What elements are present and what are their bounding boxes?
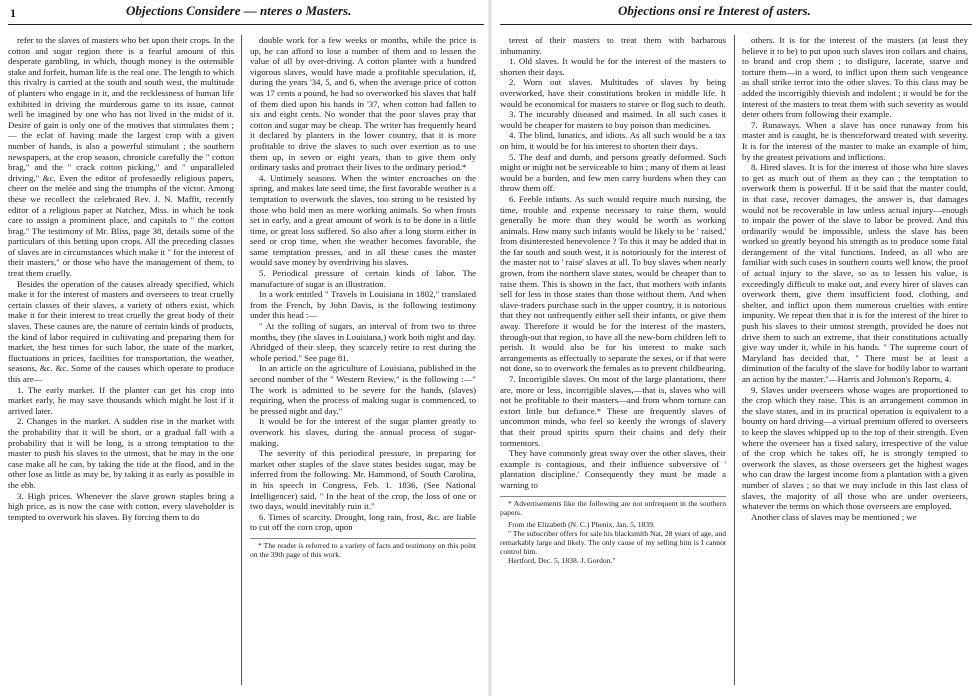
running-title-right: Objections onsi re Interest of asters.	[618, 3, 811, 18]
paragraph: refer to the slaves of masters who bet upon their crops. In the cotton and sugar region there is a fearful amount of this desperate gambling, in which, though money is the ostensible stake and forfeit, human life is the real one. The length to which this rivalry is carried at the south and south west, the multitude of planters who engage in it, and the recklessness of human life exhibited in driving the murderous game to its issue, cannot well be imagined by one who has not lived in the midst of it. Desire of gain is only one of the motives that stimulates them ;— the eclat of having made the largest crop with a given number of hands, is also a powerful stimulant ; the southern newspapers, at the crop season, chronicle carefully the " cotton brag," and the " crack cotton picking," and " unparalleled driving," &c. Even the editor of professedly religious papers, cheer on the melée and sing the triumphs of the victor. Among these we recollect the celebrated Rev. J. N. Maffit, recently editor of a religious paper at Natchez, Miss. in which he took care to assign a prominent place, and capitals to " the cotton brag." The testimony of Mr. Bliss, page 38, details some of the particulars of this betting upon crops. All the preceding classes of slaves are in circumstances which make it " for the interest of their masters," or those who have the management of them, to treat them cruelly.	[8, 35, 234, 279]
running-title-left: Objections Considere — nteres o Masters.	[126, 3, 352, 18]
right-column-2	[742, 35, 968, 687]
advertisement-line: From the Elizabeth (N. C.) Phenix, Jan. 5, 1839.	[508, 519, 655, 529]
paragraph: 4. Untimely seasons. When the winter encroaches on the spring, and makes late seed time, the first favorable weather is a temptation to overwork the slaves, too strong to be resisted by those who hold men as mere working animals. So when frosts set in early, and a great amount of work is to be done in a little time, or great loss suffered. So also after a long storm either in seed or crop time, when the weather becomes favorable, the same temptation presses, and in all these cases the master would save money by overdriving his slaves.	[250, 172, 476, 268]
header-rule	[8, 24, 484, 25]
paragraph: They have commonly great sway over the other slaves, their example is contagious, and their influence subversive of ' plantation discipline.' Consequently they must be made a warning to	[500, 448, 726, 490]
paragraph: others. It is for the interest of the masters (at least they believe it to be) to put upon such slaves iron collars and chains, to brand and crop them ; to disfigure, lacerate, starve and torture them—in a word, to inflict upon them such vengeance as shall strike terror into the other slaves. To this class may be added the incorrigibly thievish and indolent ; it would be for the interest of the masters to treat them with such severity as would deter others from following their example.	[742, 35, 968, 120]
page-number: 1	[10, 6, 16, 20]
footnote-text: * Advertisements like the following are not unfrequent in the southern papers.	[500, 498, 726, 517]
paragraph: The severity of this periodical pressure, in preparing for market other staples of the slave states besides sugar, may be inferred from the following. Mr. Hammond, of South Carolina, in his speech in Congress, Feb. 1. 1836, (See National Intelligencer) said, " In the heat of the crop, the loss of one or two days, would inevitably ruin it."	[250, 448, 476, 512]
advertisement-line: " The subscriber offers for sale his blacksmith Nat, 28 years of age, and remarkably large and likely. The only cause of my selling him is I cannot control him.	[500, 528, 726, 556]
footnote	[250, 538, 476, 559]
header-rule	[500, 24, 972, 25]
paragraph: Another class of slaves may be mentioned ; we	[751, 511, 917, 522]
paragraph: 5. Periodical pressure of certain kinds of labor. The manufacture of sugar is an illustration.	[250, 268, 476, 289]
paragraph: 2. Changes in the market. A sudden rise in the market with the probability that it will be short, or a gradual fall with a probability that it will be long, is a strong temptation to the master to push his slaves to the utmost, that he may in the one case make all he can, by taking the tide at the flood, and in the other lose as little as may be, by taking it as early as possible in the ebb.	[8, 416, 234, 490]
paragraph: 1. Old slaves. It would be for the interest of the masters to shorten their days.	[500, 56, 726, 77]
column-divider	[734, 35, 735, 685]
footnote-text: * The reader is referred to a variety of facts and testimony on this point on the 39th page of this work.	[250, 540, 476, 559]
paragraph: 6. Times of scarcity. Drought, long rain, frost, &c. are liable to cut off the corn crop, upon	[250, 511, 476, 533]
paragraph: 8. Hired slaves. It is for the interest of those who hire slaves to get as much out of them as they can ; the temptation to overwork them is powerful. If it be said that the master could, in that case, recover damages, the answer is, that damages would not be recoverable in law unless actual injury—enough to impair the power of the slave to labor be proved. And this ordinarily would be impossible, unless the slave has been worked so greatly beyond his strength as to produce some fatal derangement of the vital functions. Indeed, as all who are familiar with such cases in southern courts well know, the proof of actual injury to the slave, so as to lessen his value, is exceedingly difficult to make out, and every hirer of slaves can overwork them, give them insufficient food, clothing, and shelter, and inflict upon them numerous cruelties with entire impunity. We repeat then that it is for the interest of the hirer to push his slaves to their utmost strength, provided he does not drive them to such an extreme, that their constitutions actually give way under it, while in his hands. " The supreme court of Maryland has decided that, " There must be at least a diminution of the faculty of the slave for bodily labor to warrant an action by the master."—Harris and Johnson's Reports, 4.	[742, 162, 968, 384]
paragraph: 3. High prices. Whenever the slave grown staples bring a high price, as is now the case with cotton, every slaveholder is tempted to overwork his slaves. By forcing them to do	[8, 490, 234, 522]
paragraph: 7. Runaways. When a slave has once runaway from his master and is caught, he is thenceforward treated with severity. It is for the interest of the master to make an example of him, by the greatest privations and inflictions.	[742, 119, 968, 162]
paragraph: 1. The early market. If the planter can get his crop into market early, he may save thousands which might be lost if it arrived later.	[8, 384, 234, 416]
column-divider	[241, 35, 242, 685]
paragraph: In an article on the agriculture of Louisiana, published in the second number of the " Western Review," is the following :—" The work is admitted to be severe for the hands, (slaves) requiring, when the process of making sugar is commenced, to be pressed night and day."	[250, 363, 476, 416]
left-column-1	[8, 35, 234, 687]
paragraph: 9. Slaves under overseers whose wages are proportioned to the crop which they raise. This is an arrangement common in the slave states, and in its practical operation is equivalent to a bounty on hard driving—a virtual premium offered to overseers to keep the slaves whipped up to the top of their strength. Even where the overseer has a fixed salary, irrespective of the value of the crop which he takes off, he is strongly tempted to overwork the slaves, as those overseers get the highest wages who can draw the largest income from a plantation with a given number of slaves ; so that we may include in this last class of slaves, the majority of all those who are under overseers, whatever the terms on which those overseers are employed.	[742, 384, 968, 512]
paragraph: double work for a few weeks or months, while the price is up, he can afford to lose a number of them and to lessen the value of all by over-driving. A cotton planter with a hundred vigorous slaves, would have made a profitable speculation, if, during the years '34, 5, and 6, when the average price of cotton was 17 cents a pound, he had so overworked his slaves that half of them died upon his hands in '37, when cotton had fallen to six and eight cents. No wonder that the poor slaves pray that cotton and sugar may be cheap. The writer has frequently heard it declared by planters in the lower country, that it is more profitable to drive the slaves to such over exertion as to use them up, in seven or eight years, than to give them only ordinary tasks and protract their lives to the ordinary period.*	[250, 35, 476, 173]
footnote	[500, 496, 726, 565]
right-page	[490, 0, 980, 696]
paragraph: In a work entitled " Travels in Louisiana in 1802," translated from the French, by John Davis, is the following testimony under this head :—	[250, 289, 476, 321]
paragraph: 2. Worn out slaves. Multitudes of slaves by being overworked, have their constitutions broken in middle life. It would be economical for masters to starve or flog such to death.	[500, 77, 726, 109]
paragraph: It would be for the interest of the sugar planter greatly to overwork his slaves, during the annual process of sugar-making.	[250, 416, 476, 448]
advertisement-quote	[500, 520, 726, 565]
paragraph: " At the rolling of sugars, an interval of from two to three months, they (the slaves in Louisiana,) work both night and day. Abridged of their sleep, they scarcely retire to rest during the whole period." See page 81.	[250, 321, 476, 363]
paragraph: 6. Feeble infants. As such would require much nursing, the time, trouble and expense necessary to raise them, would generally be more than they would be worth as working animals. How many such infants would be likely to be ' raised,' from disinterested benevolence ? To this it may be added that in the far south and south west, it is notoriously for the interest of the master not to ' raise' slaves at all. To buy slaves when nearly grown, from the northern slave states, would be cheaper than to raise them. This is shown in the fact, that mothers with infants sell for less in those states than those without them. And when slave-traders purchase such in the upper country, it is notorious that they not unfrequently either sell their infants, or give them away. Therefore it would be for the interest of the masters, through-out that region, to have all the new-born children left to perish. It would also be for his interest to make such arrangements as effectually to separate the sexes, or if that were not done, so to overwork the females as to prevent childbearing.	[500, 193, 726, 374]
paragraph: 3. The incurably diseased and maimed. In all such cases it would be cheaper for masters to buy poison than medicines.	[500, 109, 726, 130]
advertisement-line: Hertford, Dec. 5, 1838. J. Gordon."	[508, 555, 616, 565]
left-column-2	[250, 35, 476, 687]
paragraph: Besides the operation of the causes already specified, which make it for the interest of masters and overseers to treat cruelly certain classes of their slaves, a variety of others exist, which make it for their interest to treat cruelly the great body of their slaves. These causes are, the nature of certain kinds of products, the kind of labor required in cultivating and preparing them for market, the best times for such labor, the state of the market, fluctuations in prices, facilities for transportation, the weather, seasons, &c. &c. Some of the causes which operate to produce this are—	[8, 278, 234, 384]
paragraph: 7. Incorrigible slaves. On most of the large plantations, there are, more or less, incorrigible slaves,—that is, slaves who will not be profitable to their masters—and from whom torture can extort little but defiance.* These are frequently slaves of uncommon minds, who feel so keenly the wrongs of slavery that their proud spirits spurn their chains and defy their tormentors.	[500, 374, 726, 448]
paragraph: 4. The blind, lunatics, and idiots. As all such would be a tax on him, it would be for his interest to shorten their days.	[500, 130, 726, 151]
paragraph: terest of their masters to treat them with barbarous inhumanity.	[500, 35, 726, 56]
right-column-1	[500, 35, 726, 687]
paragraph: 5. The deaf and dumb, and persons greatly deformed. Such might or might not be serviceable to him ; many of them at least would be a burden, and few men carry burdens when they can throw them off.	[500, 151, 726, 194]
